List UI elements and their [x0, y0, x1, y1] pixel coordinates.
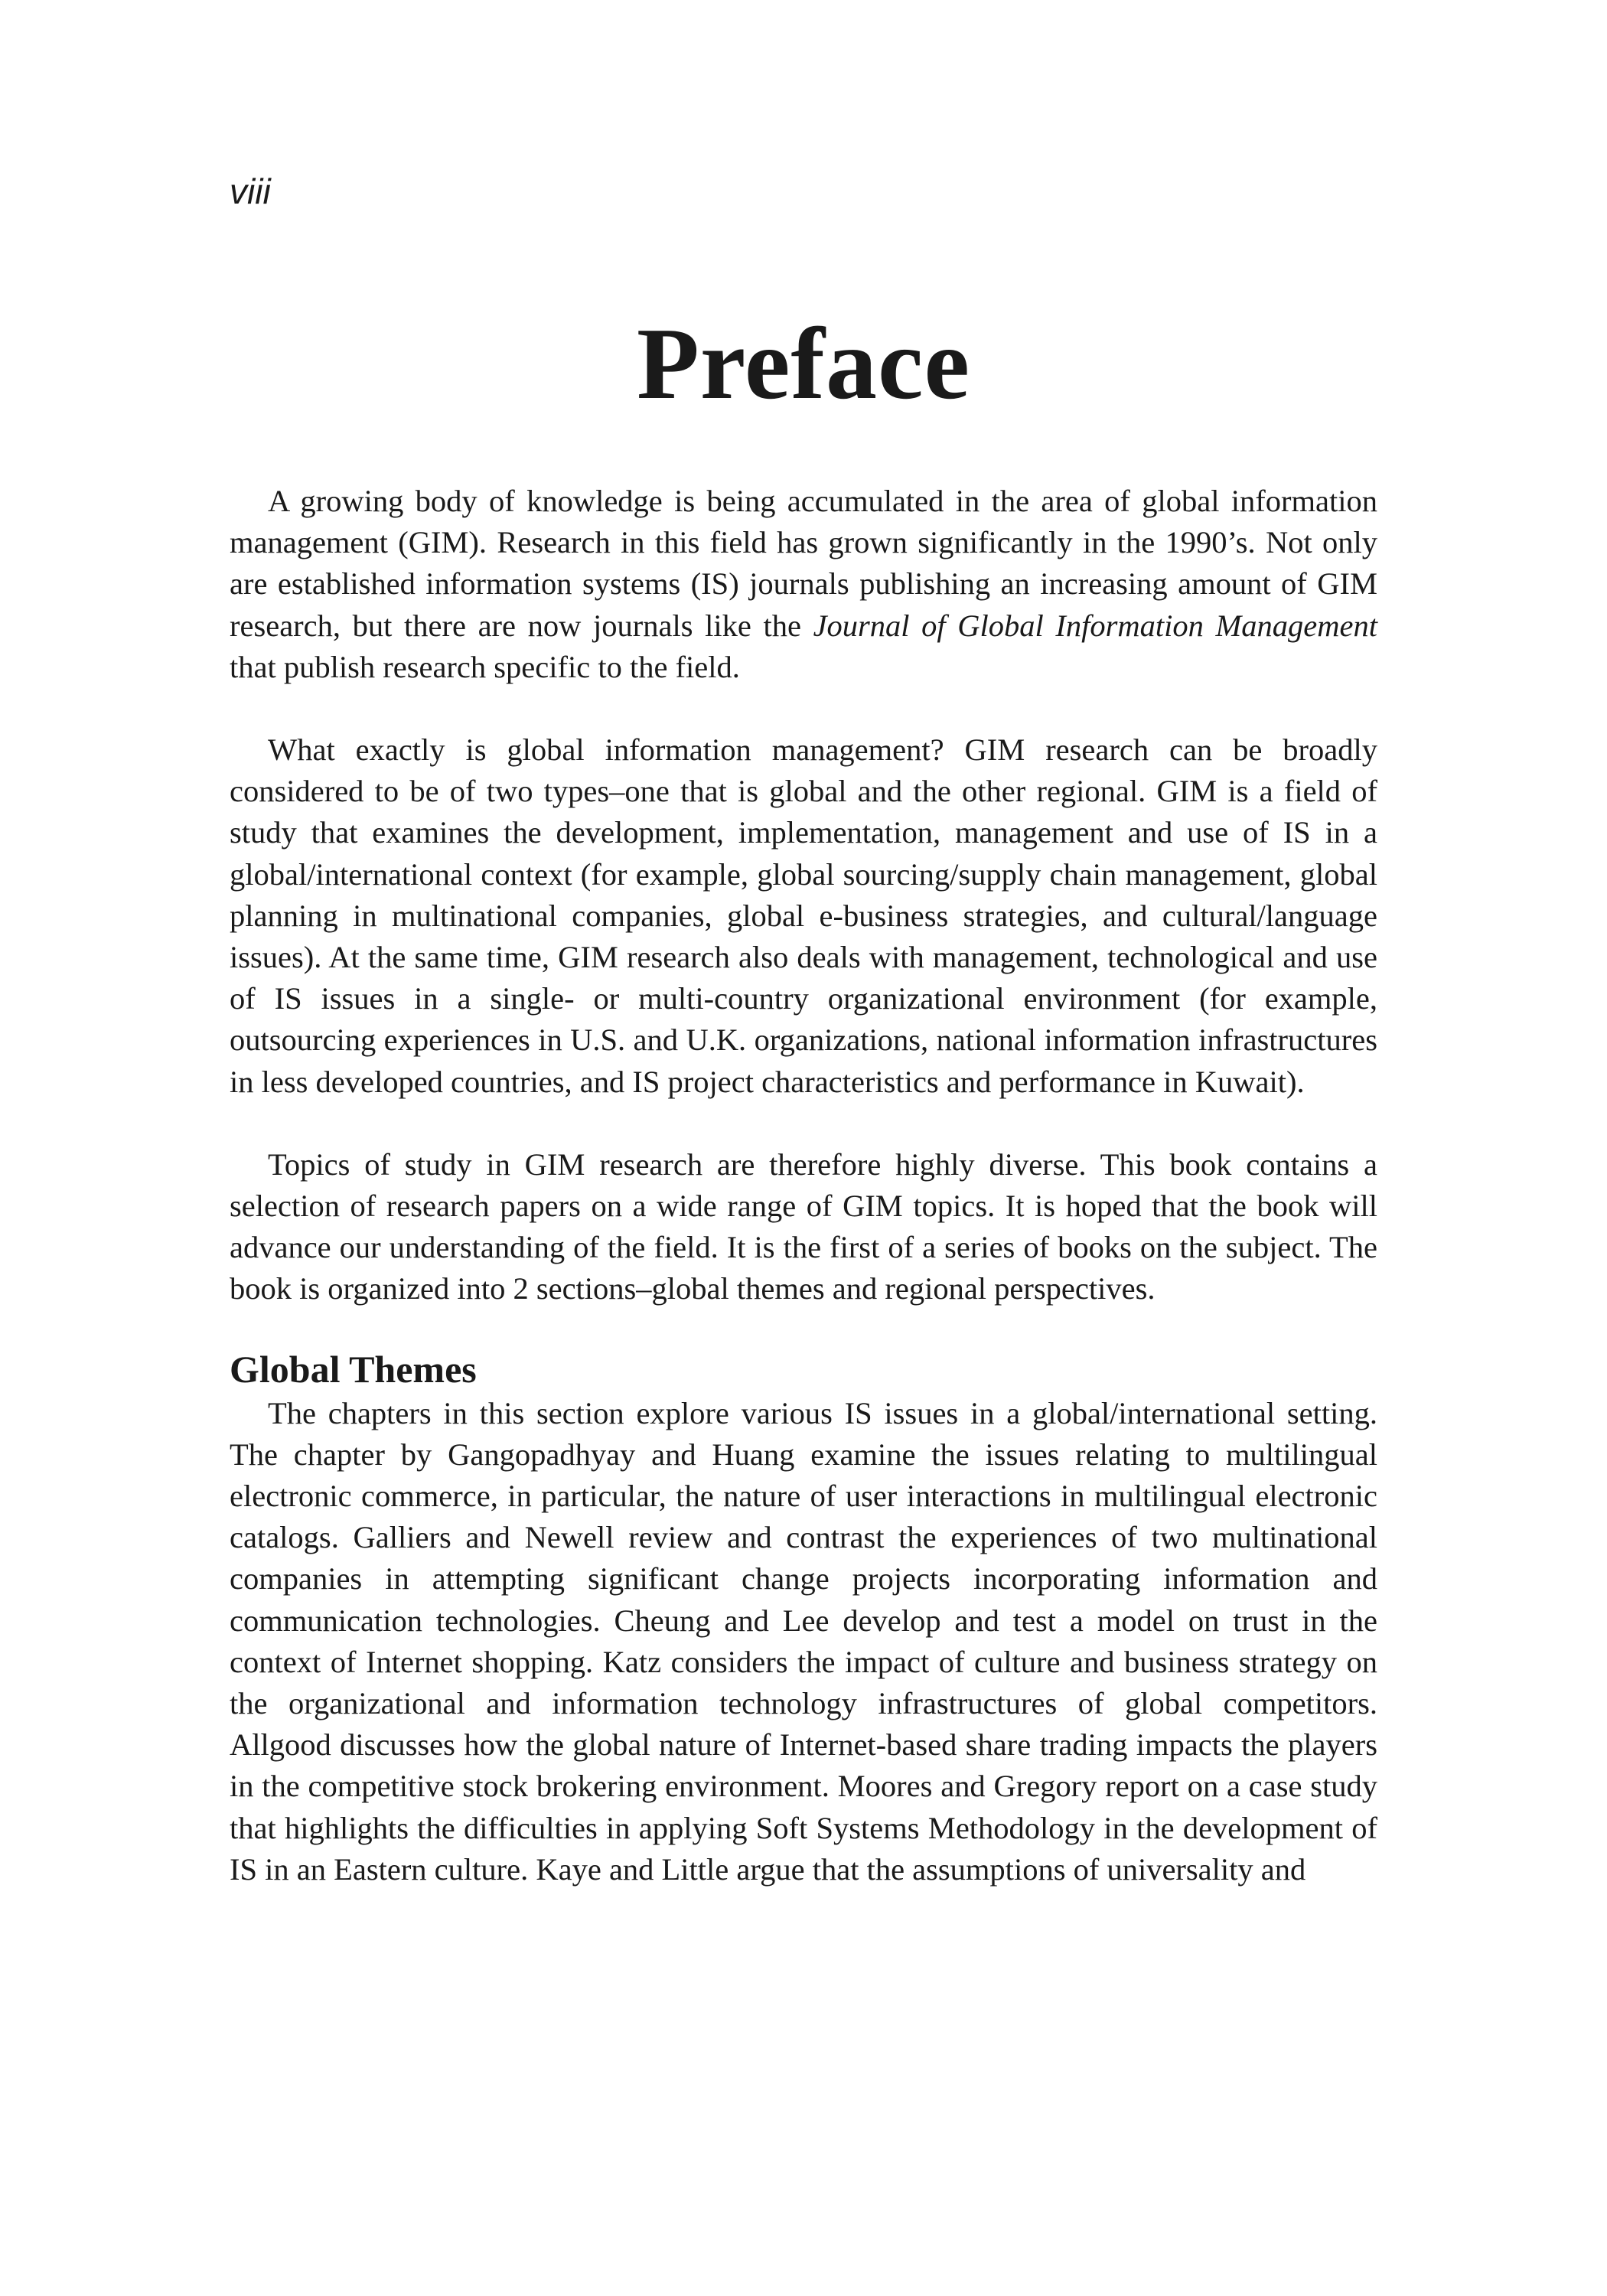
paragraph-global-themes: The chapters in this section explore various IS issues in a global/international setting. The chapter by Gangopadhyay and Huang examine the issues relating to multilingual electronic commerce, in particular, the nature of user interactions in multilingual electronic catalogs. Galliers and Newell review and contrast the experiences of two multinational companies in attempting significant change projects incorporating information and communication technologies. Cheung and Lee develop and test a model on trust in the context of Internet shopping. Katz considers the impact of culture and business strategy on the organizational and information technology infrastructures of global competitors. Allgood discusses how the global nature of Internet-based share trading impacts the players in the competitive stock brokering environment. Moores and Gregory report on a case study that highlights the difficulties in applying Soft Systems Methodology in the development of IS in an Eastern culture. Kaye and Little argue that the assumptions of universality and: [230, 1395, 1377, 1887]
page-number: viii: [230, 171, 271, 211]
paragraph-intro: [230, 481, 1377, 688]
body-text: [230, 481, 1377, 1890]
paragraph-definition: What exactly is global information management? GIM research can be broadly considered to be of two types–one that is global and the other regional. GIM is a field of study that examines the development, implementation, management and use of IS in a global/international context (for example, global sourcing/supply chain management, global planning in multinational companies, global e-business strategies, and cultural/language issues). At the same time, GIM research also deals with management, technological and use of IS issues in a single- or multi-country organizational environment (for example, outsourcing experiences in U.S. and U.K. organizations, national information infrastructures in less developed countries, and IS project characteristics and performance in Kuwait).: [230, 732, 1377, 1099]
journal-title: Journal of Global Information Management: [813, 608, 1377, 643]
paragraph-intro-tail: that publish research specific to the field.: [230, 649, 740, 684]
section-heading-global-themes: Global Themes: [230, 1347, 477, 1391]
page-title: Preface: [637, 307, 970, 420]
paragraph-intro-text: A growing body of knowledge is being accumulated in the area of global information management (GIM). Research in this field has grown significantly in the 1990’s. Not only are established information systems (IS) journals publishing an increasing amount of GIM research, but there are now journals like the: [230, 484, 1377, 643]
paragraph-topics: Topics of study in GIM research are therefore highly diverse. This book contains a selection of research papers on a wide range of GIM topics. It is hoped that the book will advance our understanding of the field. It is the first of a series of books on the subject. The book is organized into 2 sections–global themes and regional perspectives.: [230, 1146, 1377, 1306]
